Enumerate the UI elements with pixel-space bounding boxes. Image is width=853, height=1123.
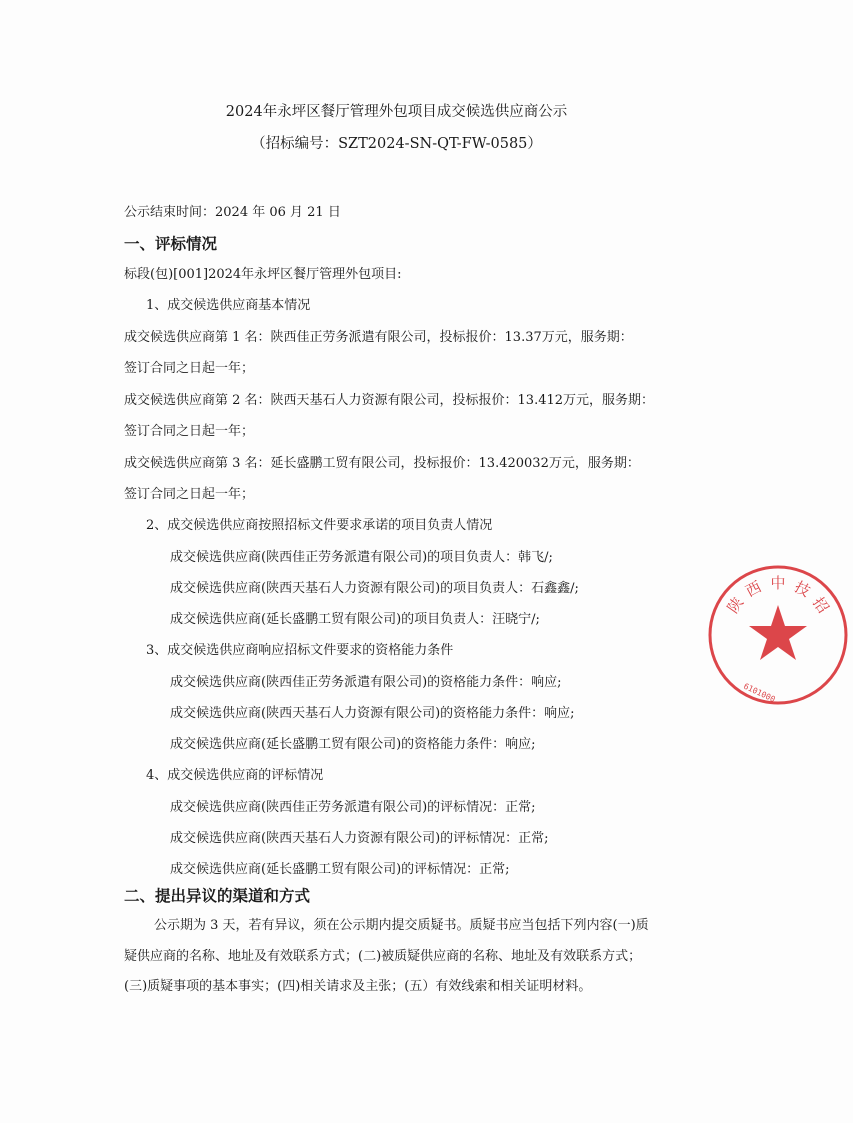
- sub3-line: 成交候选供应商(延长盛鹏工贸有限公司)的资格能力条件：响应;: [170, 737, 536, 752]
- sub1-line: 成交候选供应商第 2 名：陕西天基石人力资源有限公司，投标报价：13.412万元，服务期：: [124, 393, 655, 408]
- sub1-line: 签订合同之日起一年；: [124, 361, 255, 376]
- section2-line: 疑供应商的名称、地址及有效联系方式；(二)被质疑供应商的名称、地址及有效联系方式；: [124, 949, 642, 964]
- sub1-line: 成交候选供应商第 3 名：延长盛鹏工贸有限公司，投标报价：13.420032万元，服务期：: [124, 456, 640, 471]
- star-icon: [749, 605, 807, 660]
- sub3-line: 成交候选供应商(陕西佳正劳务派遣有限公司)的资格能力条件：响应;: [170, 675, 562, 690]
- sub1-line: 签订合同之日起一年；: [124, 487, 255, 502]
- section2-line: (三)质疑事项的基本事实；(四)相关请求及主张；(五）有效线索和相关证明材料。: [124, 979, 592, 994]
- document-title: 2024年永坪区餐厅管理外包项目成交候选供应商公示: [225, 104, 568, 120]
- sub4-title: 4、成交候选供应商的评标情况: [146, 768, 324, 783]
- announcement-end-time: 公示结束时间：2024 年 06 月 21 日: [124, 205, 341, 220]
- sub3-title: 3、成交候选供应商响应招标文件要求的资格能力条件: [146, 643, 454, 658]
- sub4-line: 成交候选供应商(陕西天基石人力资源有限公司)的评标情况：正常;: [170, 831, 549, 846]
- svg-text:技: 技: [791, 577, 814, 601]
- official-seal-stamp: [703, 560, 853, 710]
- sub1-title: 1、成交候选供应商基本情况: [146, 298, 311, 313]
- sub2-title: 2、成交候选供应商按照招标文件要求承诺的项目负责人情况: [146, 518, 493, 533]
- lot-line: 标段(包)[001]2024年永坪区餐厅管理外包项目:: [124, 267, 402, 282]
- svg-text:陕: 陕: [723, 593, 748, 617]
- svg-text:招: 招: [808, 593, 833, 617]
- sub1-line: 成交候选供应商第 1 名：陕西佳正劳务派遣有限公司，投标报价：13.37万元，服务期：: [124, 330, 633, 345]
- section2-heading: 二、提出异议的渠道和方式: [124, 887, 311, 905]
- svg-text:6101000: 6101000: [742, 681, 777, 705]
- sub2-line: 成交候选供应商(延长盛鹏工贸有限公司)的项目负责人：汪晓宁/;: [170, 612, 540, 627]
- sub3-line: 成交候选供应商(陕西天基石人力资源有限公司)的资格能力条件：响应;: [170, 706, 575, 721]
- sub1-line: 签订合同之日起一年；: [124, 424, 255, 439]
- sub2-line: 成交候选供应商(陕西天基石人力资源有限公司)的项目负责人：石鑫鑫/;: [170, 581, 579, 596]
- svg-text:中: 中: [770, 574, 786, 592]
- section1-heading: 一、评标情况: [124, 235, 218, 253]
- section2-line: 公示期为 3 天，若有异议，须在公示期内提交质疑书。质疑书应当包括下列内容(一)质: [154, 918, 649, 933]
- sub2-line: 成交候选供应商(陕西佳正劳务派遣有限公司)的项目负责人：韩飞/;: [170, 550, 553, 565]
- svg-text:西: 西: [742, 577, 765, 601]
- sub4-line: 成交候选供应商(陕西佳正劳务派遣有限公司)的评标情况：正常;: [170, 800, 536, 815]
- sub4-line: 成交候选供应商(延长盛鹏工贸有限公司)的评标情况：正常;: [170, 862, 510, 877]
- tender-number: （招标编号：SZT2024-SN-QT-FW-0585）: [251, 136, 542, 152]
